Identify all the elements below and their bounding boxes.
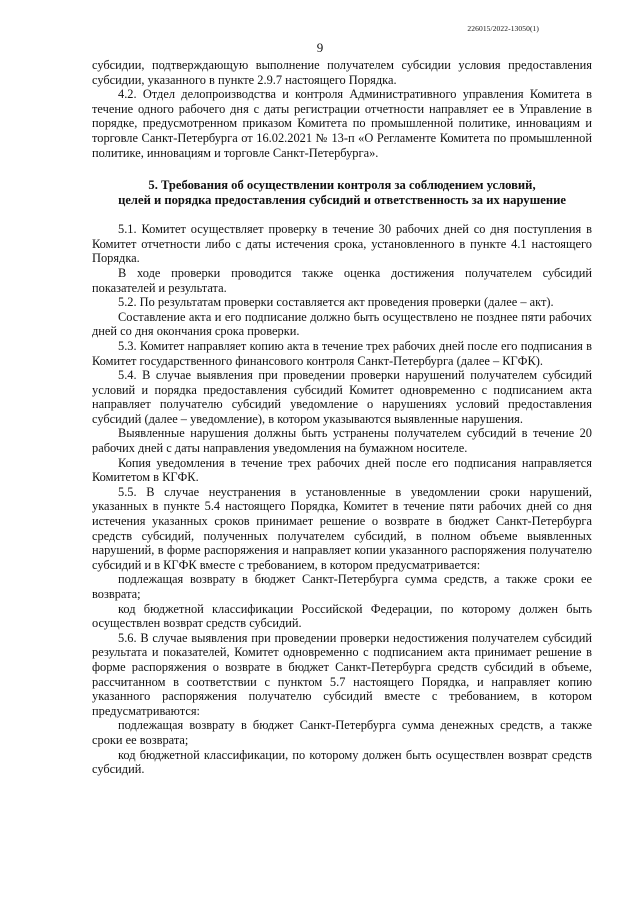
paragraph: Выявленные нарушения должны быть устранены получателем субсидий в течение 20 рабочих дней с даты направления уведомления на бумажном носителе.	[92, 426, 592, 456]
section-heading-line: целей и порядка предоставления субсидий и ответственность за их нарушение	[118, 193, 566, 208]
paragraph: Составление акта и его подписание должно быть осуществлено не позднее пяти рабочих дней со дня окончания срока проверки.	[92, 309, 592, 339]
paragraph: 5.2. По результатам проверки составляется акт проведения проверки (далее – акт).	[118, 295, 554, 310]
paragraph: 5.6. В случае выявления при проведении проверки недостижения получателем субсидий результата и показателей, Комитет одновременно с подписанием акта принимает решение в форме распоряжения о возврате в бюджет Санкт-Петербурга средств субсидий в объеме, рассчитанном в соответствии с пунктом 5.7 настоящего Порядка, и направляет копию указанного распоряжения получателю субсидий вместе с требованием, в котором предусматриваются:	[92, 630, 592, 718]
section-heading	[92, 178, 592, 208]
paragraph: 5.5. В случае неустранения в установленные в уведомлении сроки нарушений, указанных в пункте 5.4 настоящего Порядка, Комитет в течение пяти рабочих дней со дня истечения указанных сроков принимает решение о возврате в бюджет Санкт-Петербурга средств субсидий, полученных получателем субсидий, в полном объеме выявленных нарушений, в форме распоряжения и направляет копии указанного распоряжения получателю субсидий и в КГФК вместе с требованием, в котором предусматривается:	[92, 484, 592, 572]
paragraph: подлежащая возврату в бюджет Санкт-Петербурга сумма средств, а также сроки ее возврата;	[92, 572, 592, 601]
paragraph: 4.2. Отдел делопроизводства и контроля Административного управления Комитета в течение одного рабочего дня с даты регистрации отчетности направляет ее в Управление в порядке, предусмотренном приказом Комитета по промышленной политике, инновациям и торговле Санкт-Петербурга от 16.02.2021 № 13-п «О Регламенте Комитета по промышленной политике, инновациям и торговле Санкт-Петербурга».	[92, 87, 592, 160]
paragraph: субсидии, подтверждающую выполнение получателем субсидии условия предоставления субсидии, указанного в пункте 2.9.7 настоящего Порядка.	[92, 58, 592, 87]
paragraph: код бюджетной классификации, по которому должен быть осуществлен возврат средств субсидий.	[92, 747, 592, 777]
page-number: 9	[316, 40, 324, 55]
paragraph: В ходе проверки проводится также оценка достижения получателем субсидий показателей и результата.	[92, 265, 592, 295]
document-body	[92, 58, 592, 777]
paragraph: Копия уведомления в течение трех рабочих дней после его подписания направляется Комитетом в КГФК.	[92, 455, 592, 485]
paragraph: 5.4. В случае выявления при проведении проверки нарушений получателем субсидий условий и порядка предоставления субсидий Комитет одновременно с подписанием акта направляет получателю субсидий уведомление о нарушениях условий предоставления субсидий (далее – уведомление), в котором указываются выявленные нарушения.	[92, 368, 592, 426]
paragraph: 5.1. Комитет осуществляет проверку в течение 30 рабочих дней со дня поступления в Комитет отчетности либо с даты истечения срока, установленного в пункте 4.1 настоящего Порядка.	[92, 222, 592, 266]
paragraph: подлежащая возврату в бюджет Санкт-Петербурга сумма денежных средств, а также сроки ее возврата;	[92, 718, 592, 747]
paragraph: 5.3. Комитет направляет копию акта в течение трех рабочих дней после его подписания в Комитет государственного финансового контроля Санкт-Петербурга (далее – КГФК).	[92, 338, 592, 368]
document-number: 226015/2022-13050(1)	[467, 24, 539, 33]
section-heading-line: 5. Требования об осуществлении контроля за соблюдением условий,	[148, 178, 536, 193]
paragraph: код бюджетной классификации Российской Федерации, по которому должен быть осуществлен возврат средств субсидий.	[92, 601, 592, 631]
